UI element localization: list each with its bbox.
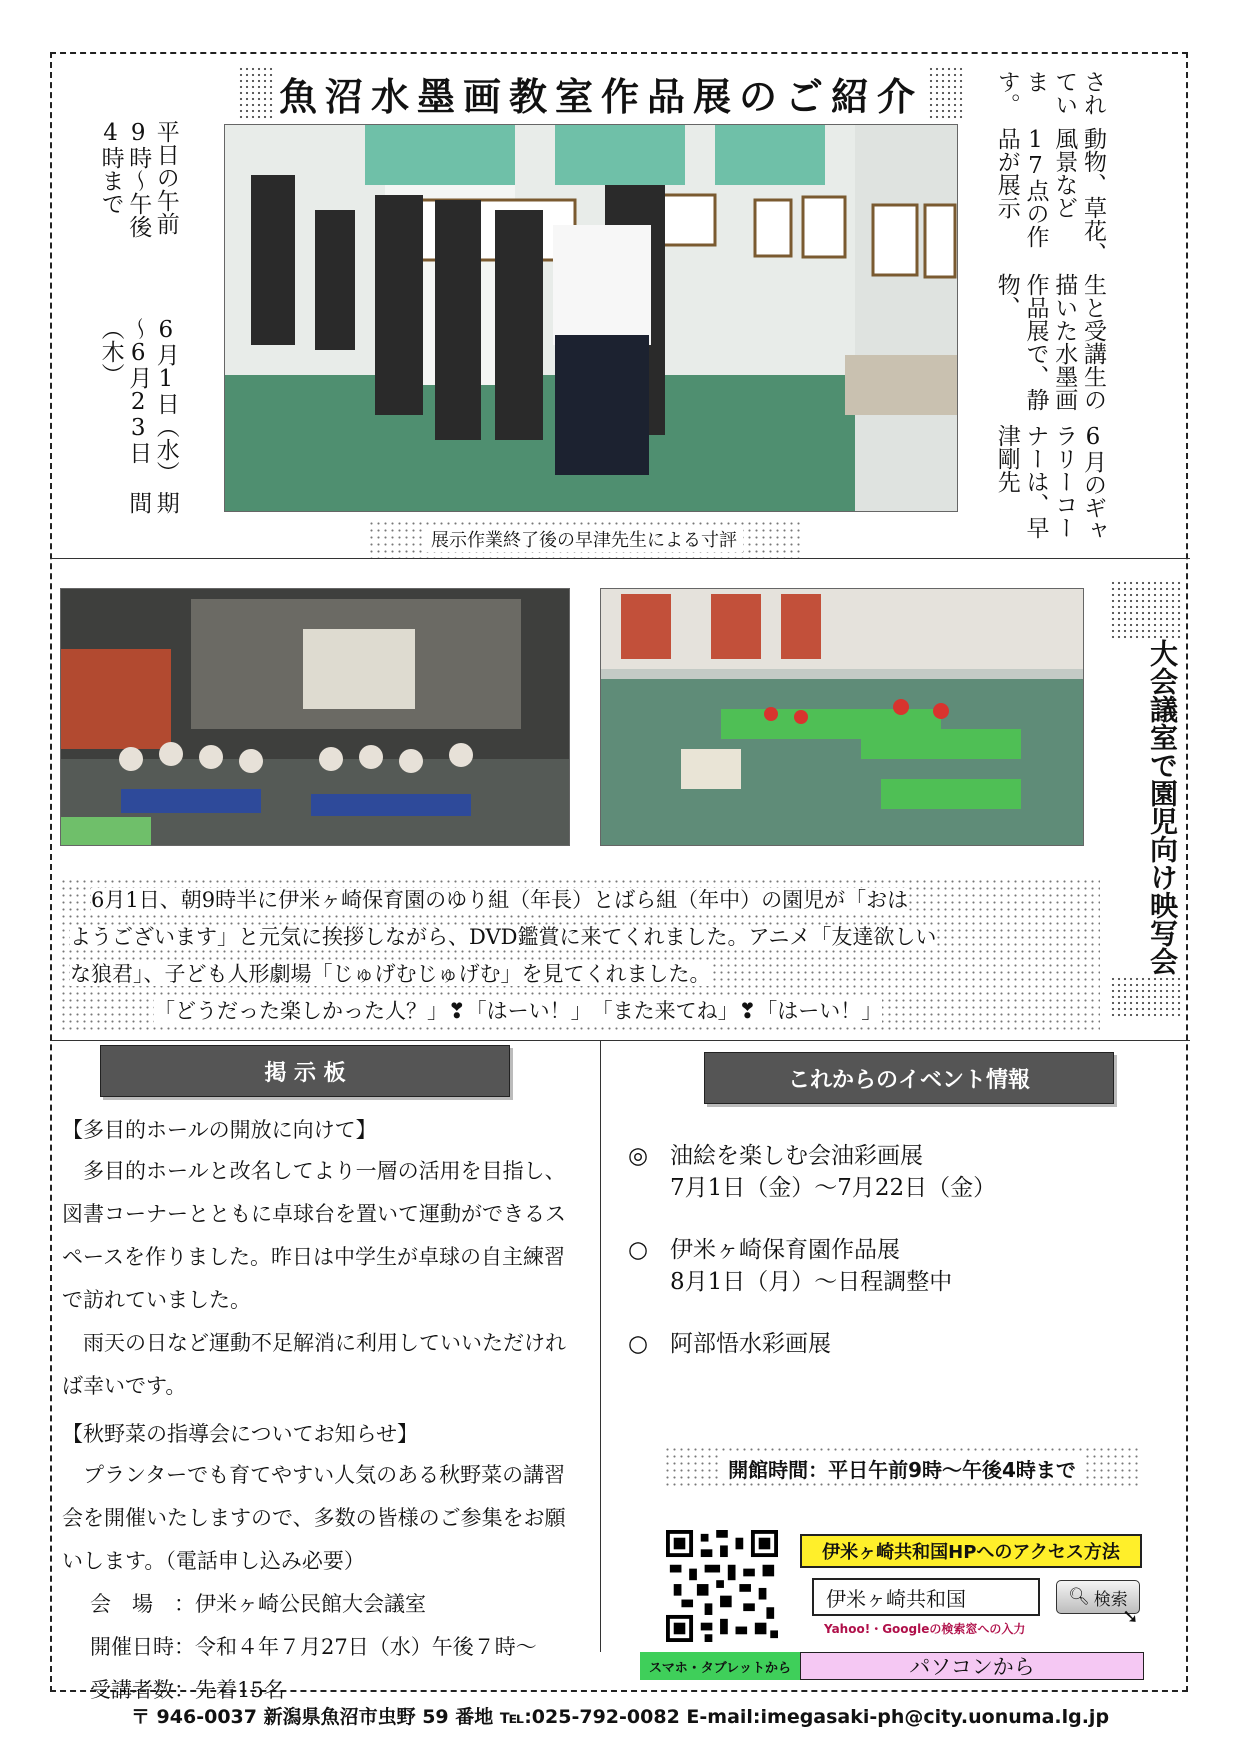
search-icon: 🔍︎ — [1068, 1587, 1090, 1607]
notice2-title: 【秋野菜の指導会についてお知らせ】 — [62, 1422, 418, 1446]
access-pc-label: パソコンから — [800, 1652, 1144, 1680]
intro-line-1: 6月のギャラリーコーナーは、早津剛先 — [993, 424, 1106, 543]
screening-title-box — [1110, 580, 1182, 1020]
events-list — [628, 1140, 1148, 1390]
notice2-venue: 会 場 ：伊米ヶ崎公民館大会議室 — [90, 1592, 426, 1616]
photo-caption: 展示作業終了後の早津先生による寸評 — [425, 526, 743, 552]
report-line-3: な狼君」、子ども人形劇場「じゅげむじゅげむ」を見てくれました。 — [70, 962, 711, 986]
period-dates: 6月1日（水）～6月23日（木） — [97, 316, 179, 473]
column-divider — [600, 1040, 601, 1652]
report-line-4: 「どうだった楽しかった人？」❣「はーい！」 「また来てね」❣「はーい！」 — [154, 999, 883, 1023]
middle-divider — [50, 1040, 1190, 1041]
event-item — [628, 1140, 1148, 1204]
notice2-datetime: 開催日時：令和４年７月27日（水）午後７時～ — [90, 1635, 537, 1659]
intro-line-4: されています。 — [993, 70, 1106, 117]
exhibition-title-banner — [238, 66, 964, 120]
hp-search-field[interactable]: 伊米ヶ崎共和国 — [812, 1578, 1040, 1616]
photo-caption-box — [368, 520, 800, 558]
event-item — [628, 1328, 1148, 1360]
screening-photo-right — [600, 588, 1084, 846]
opening-hours: 開館時間：平日午前9時～午後4時まで — [722, 1454, 1082, 1483]
event-date: 7月1日（金）～7月22日（金） — [670, 1175, 997, 1201]
notice1-title: 【多目的ホールの開放に向けて】 — [62, 1118, 377, 1142]
cursor-arrow-icon: ➘ — [1122, 1604, 1139, 1628]
access-phone-label: スマホ・タブレットから — [640, 1652, 800, 1680]
hp-search-button-label: 検索 — [1093, 1589, 1128, 1610]
notice2-capacity: 受講者数：先着15名 — [90, 1678, 285, 1702]
event-mark: ○ — [628, 1237, 649, 1263]
exhibition-title: 魚沼水墨画教室作品展のご紹介 — [273, 66, 929, 121]
hp-access-heading: 伊米ヶ崎共和国HPへのアクセス方法 — [800, 1534, 1142, 1568]
exhibition-period — [96, 74, 179, 514]
notice2-body: プランターでも育てやすい人気のある秋野菜の講習会を開催いたしますので、多数の皆様のご参集をお願いします。（電話申し込み必要） — [62, 1463, 566, 1573]
screening-title: 大会議室で園児向け映写会 — [1110, 639, 1182, 975]
event-name: 油絵を楽しむ会油彩画展 — [670, 1143, 923, 1169]
footer-address: 〒 946-0037 新潟県魚沼市虫野 59 番地 ℡:025-792-0082 E-mail:imegasaki-ph@city.uonuma.lg.jp — [130, 1706, 1110, 1728]
period-label: 期間 — [125, 491, 179, 514]
bulletin-board-heading: 掲 示 板 — [100, 1045, 510, 1097]
notice1-body-2: 雨天の日など運動不足解消に利用していいただければ幸いです。 — [62, 1331, 566, 1398]
screening-photo-left — [60, 588, 570, 846]
intro-line-2: 生と受講生の描いた水墨画作品展で、静物、 — [993, 272, 1106, 411]
bulletin-board — [62, 1110, 582, 1712]
event-item — [628, 1234, 1148, 1298]
screening-photo-left-image — [61, 589, 570, 846]
period-hours: 平日の午前9時～午後4時まで — [97, 120, 179, 238]
events-heading: これからのイベント情報 — [704, 1052, 1114, 1104]
intro-line-3: 動物、草花、風景など17点の作品が展示 — [993, 126, 1106, 265]
exhibition-intro — [992, 70, 1107, 556]
gallery-photo — [224, 124, 958, 512]
event-mark: ◎ — [628, 1143, 649, 1169]
event-name: 阿部悟水彩画展 — [670, 1331, 831, 1357]
report-line-2: ようございます」と元気に挨拶しながら、DVD鑑賞に来てくれました。アニメ「友達欲しい — [70, 925, 937, 949]
report-line-1: 6月1日、朝9時半に伊米ヶ崎保育園のゆり組（年長）とばら組（年中）の園児が「おは — [91, 888, 909, 912]
screening-report — [60, 878, 1100, 1034]
screening-photo-right-image — [601, 589, 1084, 846]
qr-code-icon[interactable] — [666, 1530, 778, 1642]
event-mark: ○ — [628, 1331, 649, 1357]
opening-hours-box — [664, 1446, 1140, 1490]
top-divider — [50, 558, 1190, 559]
gallery-photo-image — [225, 125, 958, 512]
notice1-body-1: 多目的ホールと改名してより一層の活用を目指し、図書コーナーとともに卓球台を置いて運動ができるスペースを作りました。昨日は中学生が卓球の自主練習で訪れていました。 — [62, 1159, 566, 1312]
event-date: 8月1日（月）～日程調整中 — [670, 1269, 953, 1295]
event-name: 伊米ヶ崎保育園作品展 — [670, 1237, 900, 1263]
hp-search-note: Yahoo!・Googleの検索窓への入力 — [824, 1622, 1026, 1636]
